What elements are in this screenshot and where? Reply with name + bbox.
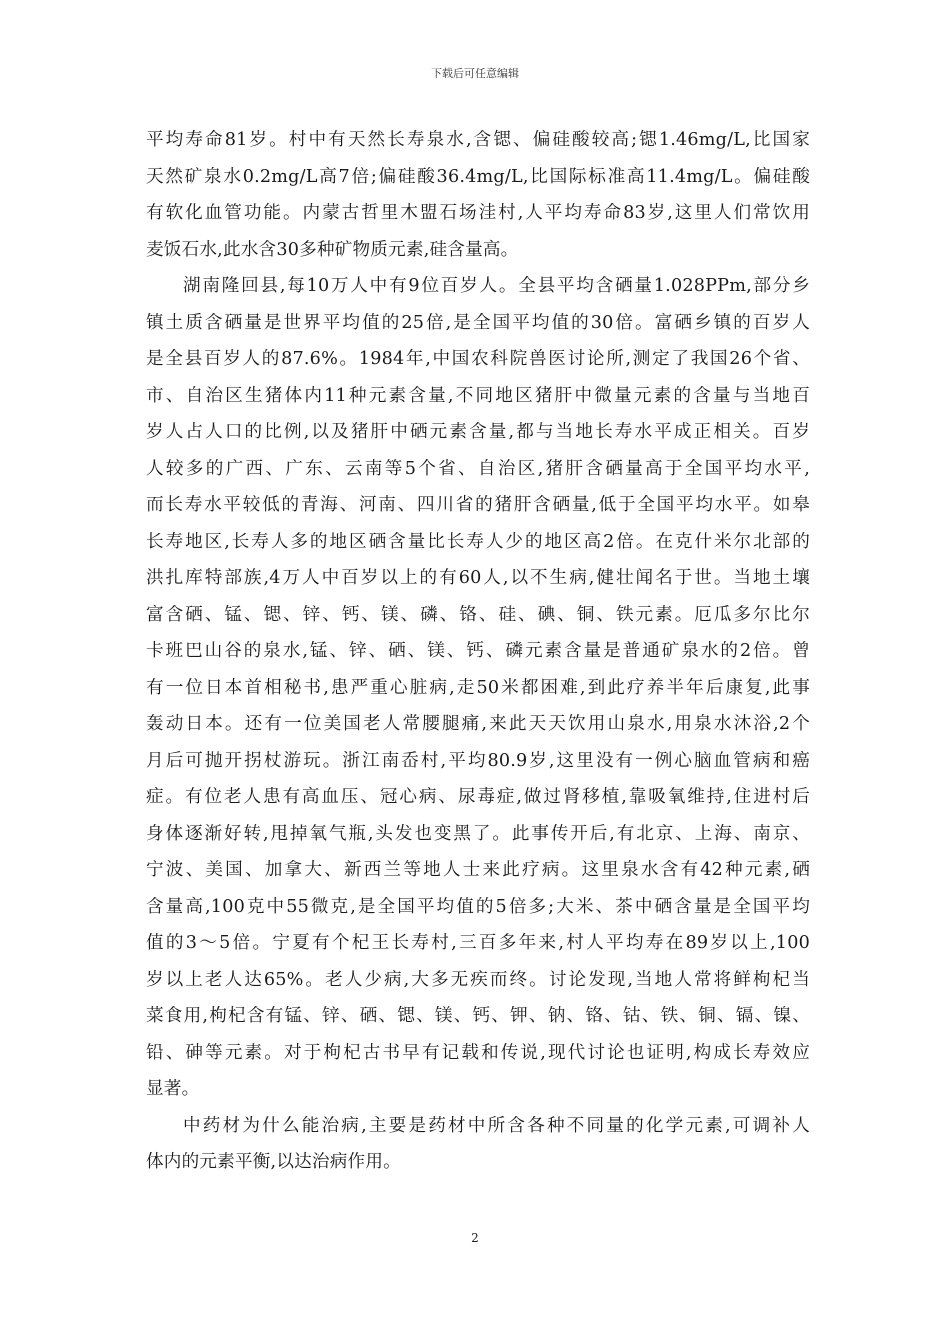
paragraph-line: 有软化血管功能。内蒙古哲里木盟石场洼村,人平均寿命83岁,这里人们常饮用 xyxy=(146,203,810,223)
page-number: 2 xyxy=(471,1231,479,1245)
paragraph-line: 麦饭石水,此水含30多种矿物质元素,硅含量高。 xyxy=(146,239,519,260)
paragraph-line: 卡班巴山谷的泉水,锰、锌、硒、镁、钙、磷元素含量是普通矿泉水的2倍。曾 xyxy=(146,641,810,661)
document-body xyxy=(146,122,810,1181)
paragraph-line: 宁波、美国、加拿大、新西兰等地人士来此疗病。这里泉水含有42种元素,硒 xyxy=(146,860,810,880)
paragraph-line: 长寿地区,长寿人多的地区硒含量比长寿人少的地区高2倍。在克什米尔北部的 xyxy=(146,531,810,552)
paragraph-line: 症。有位老人患有高血压、冠心病、尿毒症,做过肾移植,靠吸氧维持,住进村后 xyxy=(146,787,810,807)
paragraph-line: 富含硒、锰、锶、锌、钙、镁、磷、铬、硅、碘、铜、铁元素。厄瓜多尔比尔 xyxy=(146,604,810,625)
paragraph-line: 身体逐渐好转,甩掉氧气瓶,头发也变黑了。此事传开后,有北京、上海、南京、 xyxy=(146,823,810,844)
paragraph-line: 是全县百岁人的87.6%。1984年,中国农科院兽医讨论所,测定了我国26个省、 xyxy=(146,349,810,369)
paragraph-line: 月后可抛开拐杖游玩。浙江南岙村,平均80.9岁,这里没有一例心脑血管病和癌 xyxy=(146,750,810,771)
paragraph-line: 体内的元素平衡,以达治病作用。 xyxy=(146,1152,401,1172)
paragraph-line: 市、自治区生猪体内11种元素含量,不同地区猪肝中微量元素的含量与当地百 xyxy=(146,385,810,406)
paragraph-line: 显著。 xyxy=(146,1079,200,1099)
paragraph-line: 菜食用,枸杞含有锰、锌、硒、锶、镁、钙、钾、钠、铬、钴、铁、铜、镉、镍、 xyxy=(146,1006,810,1026)
paragraph-line: 岁人占人口的比例,以及猪肝中硒元素含量,都与当地长寿水平成正相关。百岁 xyxy=(146,422,810,442)
paragraph-line: 中药材为什么能治病,主要是药材中所含各种不同量的化学元素,可调补人 xyxy=(183,1115,810,1136)
paragraph-line: 人较多的广西、广东、云南等5个省、自治区,猪肝含硒量高于全国平均水平, xyxy=(146,458,810,479)
paragraph-line: 铅、砷等元素。对于枸杞古书早有记载和传说,现代讨论也证明,构成长寿效应 xyxy=(146,1042,810,1063)
paragraph-line: 有一位日本首相秘书,患严重心脏病,走50米都困难,到此疗养半年后康复,此事 xyxy=(146,677,810,698)
paragraph-line: 轰动日本。还有一位美国老人常腰腿痛,来此天天饮用山泉水,用泉水沐浴,2个 xyxy=(146,714,810,734)
page-header: 下载后可任意编辑 xyxy=(431,67,519,80)
paragraph-line: 岁以上老人达65%。老人少病,大多无疾而终。讨论发现,当地人常将鲜枸杞当 xyxy=(146,969,810,990)
paragraph-line: 值的3～5倍。宁夏有个杞王长寿村,三百多年来,村人平均寿在89岁以上,100 xyxy=(146,933,810,953)
paragraph-line: 镇土质含硒量是世界平均值的25倍,是全国平均值的30倍。富硒乡镇的百岁人 xyxy=(146,312,810,333)
paragraph-line: 洪扎库特部族,4万人中百岁以上的有60人,以不生病,健壮闻名于世。当地土壤 xyxy=(146,568,810,588)
paragraph-line: 天然矿泉水0.2mg/L高7倍;偏硅酸36.4mg/L,比国际标准高11.4mg/L。偏硅酸 xyxy=(146,166,810,187)
paragraph-line: 含量高,100克中55微克,是全国平均值的5倍多;大米、茶中硒含量是全国平均 xyxy=(146,896,810,917)
paragraph-line: 平均寿命81岁。村中有天然长寿泉水,含锶、偏硅酸较高;锶1.46mg/L,比国家 xyxy=(146,130,810,150)
paragraph-line: 湖南隆回县,每10万人中有9位百岁人。全县平均含硒量1.028PPm,部分乡 xyxy=(183,276,810,296)
paragraph-line: 而长寿水平较低的青海、河南、四川省的猪肝含硒量,低于全国平均水平。如皋 xyxy=(146,495,810,515)
